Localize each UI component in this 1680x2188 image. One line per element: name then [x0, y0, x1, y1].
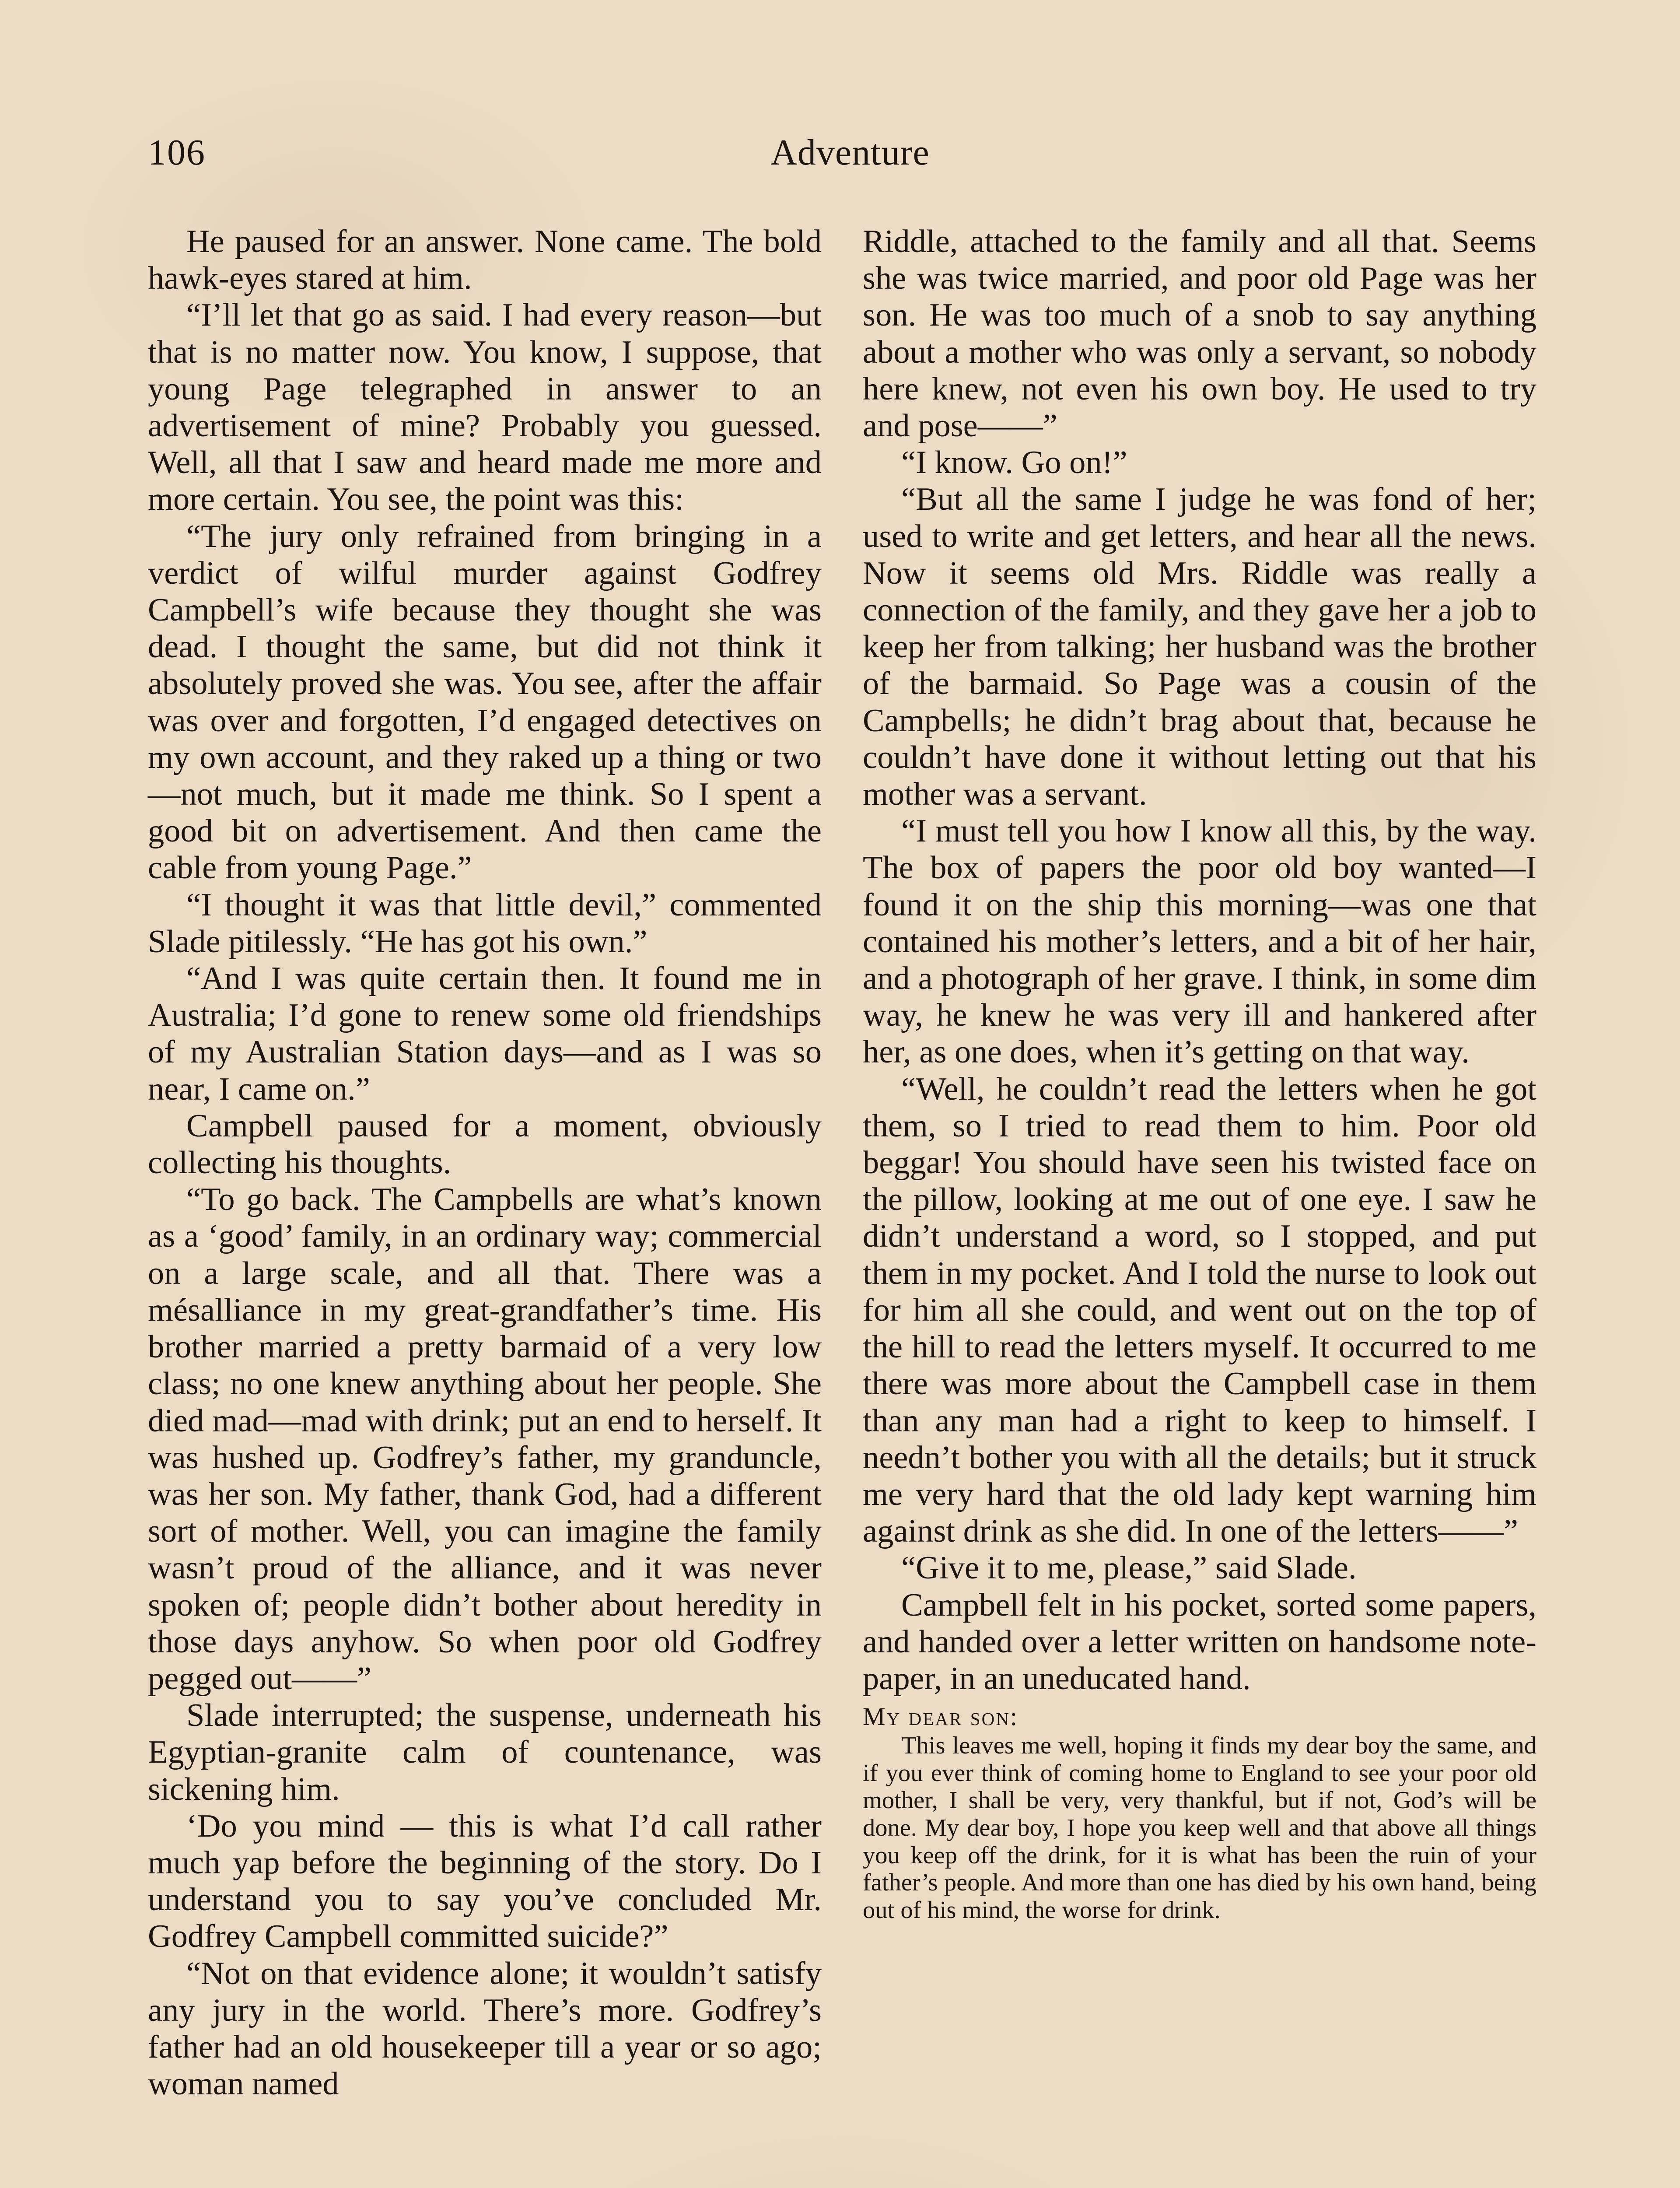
paragraph: “But all the same I judge he was fond of her; used to write and get letters, and hear all the news. Now it seems old Mrs. Riddle was really a connection of the family, and they gave her a job to keep her from talking; her husband was the brother of the barmaid. So Page was a cousin of the Campbells; he didn’t brag about that, because he couldn’t have done it without letting out that his mother was a servant. — [863, 481, 1536, 813]
letter-salutation: My dear son: — [863, 1702, 1018, 1731]
left-column — [148, 223, 822, 2102]
paragraph: Campbell paused for a moment, obviously collecting his thoughts. — [148, 1108, 822, 1181]
paragraph: “I thought it was that little devil,” commented Slade pitilessly. “He has got his own.” — [148, 887, 822, 960]
paragraph: “To go back. The Campbells are what’s known as a ‘good’ family, in an ordinary way; commercial on a large scale, and all that. There was a mésalliance in my great-grandfather’s time. His brother married a pretty barmaid of a very low class; no one knew anything about her people. She died mad—mad with drink; put an end to herself. It was hushed up. Godfrey’s father, my granduncle, was her son. My father, thank God, had a different sort of mother. Well, you can imagine the family wasn’t proud of the alliance, and it was never spoken of; people didn’t bother about heredity in those days anyhow. So when poor old Godfrey pegged out——” — [148, 1182, 822, 1697]
paragraph: “I know. Go on!” — [901, 445, 1127, 481]
paragraph: “Well, he couldn’t read the letters when he got them, so I tried to read them to him. Poor old beggar! You should have seen his twisted face on the pillow, looking at me out of one eye. I saw he didn’t understand a word, so I stopped, and put them in my pocket. And I told the nurse to look out for him all she could, and went out on the top of the hill to read the letters myself. It occurred to me there was more about the Campbell case in them than any man had a right to keep to himself. I needn’t bother you with all the details; but it struck me very hard that the old lady kept warning him against drink as she did. In one of the letters——” — [863, 1071, 1536, 1550]
paragraph: “The jury only refrained from bringing in a verdict of wilful murder against Godfrey Campbell’s wife because they thought she was dead. I thought the same, but did not think it absolutely proved she was. You see, after the affair was over and forgotten, I’d engaged detectives on my own account, and they raked up a thing or two—not much, but it made me think. So I spent a good bit on advertisement. And then came the cable from young Page.” — [148, 518, 822, 886]
paragraph: ‘Do you mind — this is what I’d call rather much yap before the beginning of the story. Do I understand you to say you’ve concluded Mr. Godfrey Campbell committed suicide?” — [148, 1808, 822, 1955]
paragraph: Campbell felt in his pocket, sorted some papers, and handed over a letter written on handsome note-paper, in an uneducated hand. — [863, 1587, 1536, 1697]
paragraph: “And I was quite certain then. It found me in Australia; I’d gone to renew some old friendships of my Australian Station days—and as I was so near, I came on.” — [148, 961, 822, 1107]
running-title: Adventure — [770, 132, 930, 173]
paragraph: He paused for an answer. None came. The bold hawk-eyes stared at him. — [148, 224, 822, 297]
paragraph: “Not on that evidence alone; it wouldn’t satisfy any jury in the world. There’s more. Godfrey’s father had an old housekeeper till a year or so ago; woman named — [148, 1955, 822, 2102]
running-head — [148, 131, 1552, 179]
letter-body: This leaves me well, hoping it finds my dear boy the same, and if you ever think of coming home to England to see your poor old mother, I shall be very, very thankful, but if not, God’s will be done. My dear boy, I hope you keep well and that above all things you keep off the drink, for it is what has been the ruin of your father’s people. And more than one has died by his own hand, being out of his mind, the worse for drink. — [863, 1732, 1536, 1924]
paragraph: Slade interrupted; the suspense, underneath his Egyptian-granite calm of countenance, was sickening him. — [148, 1697, 822, 1807]
paragraph: Riddle, attached to the family and all that. Seems she was twice married, and poor old Page was her son. He was too much of a snob to say anything about a mother who was only a servant, so nobody here knew, not even his own boy. He used to try and pose——” — [863, 224, 1536, 444]
paragraph: “I’ll let that go as said. I had every reason—but that is no matter now. You know, I suppose, that young Page telegraphed in answer to an advertisement of mine? Probably you guessed. Well, all that I saw and heard made me more and more certain. You see, the point was this: — [148, 297, 822, 518]
paragraph: “Give it to me, please,” said Slade. — [901, 1550, 1357, 1586]
page-number: 106 — [148, 132, 206, 173]
right-column — [863, 223, 1536, 1924]
paragraph: “I must tell you how I know all this, by the way. The box of papers the poor old boy wanted—I found it on the ship this morning—was one that contained his mother’s letters, and a bit of her hair, and a photograph of her grave. I think, in some dim way, he knew he was very ill and hankered after her, as one does, when it’s getting on that way. — [863, 813, 1536, 1070]
